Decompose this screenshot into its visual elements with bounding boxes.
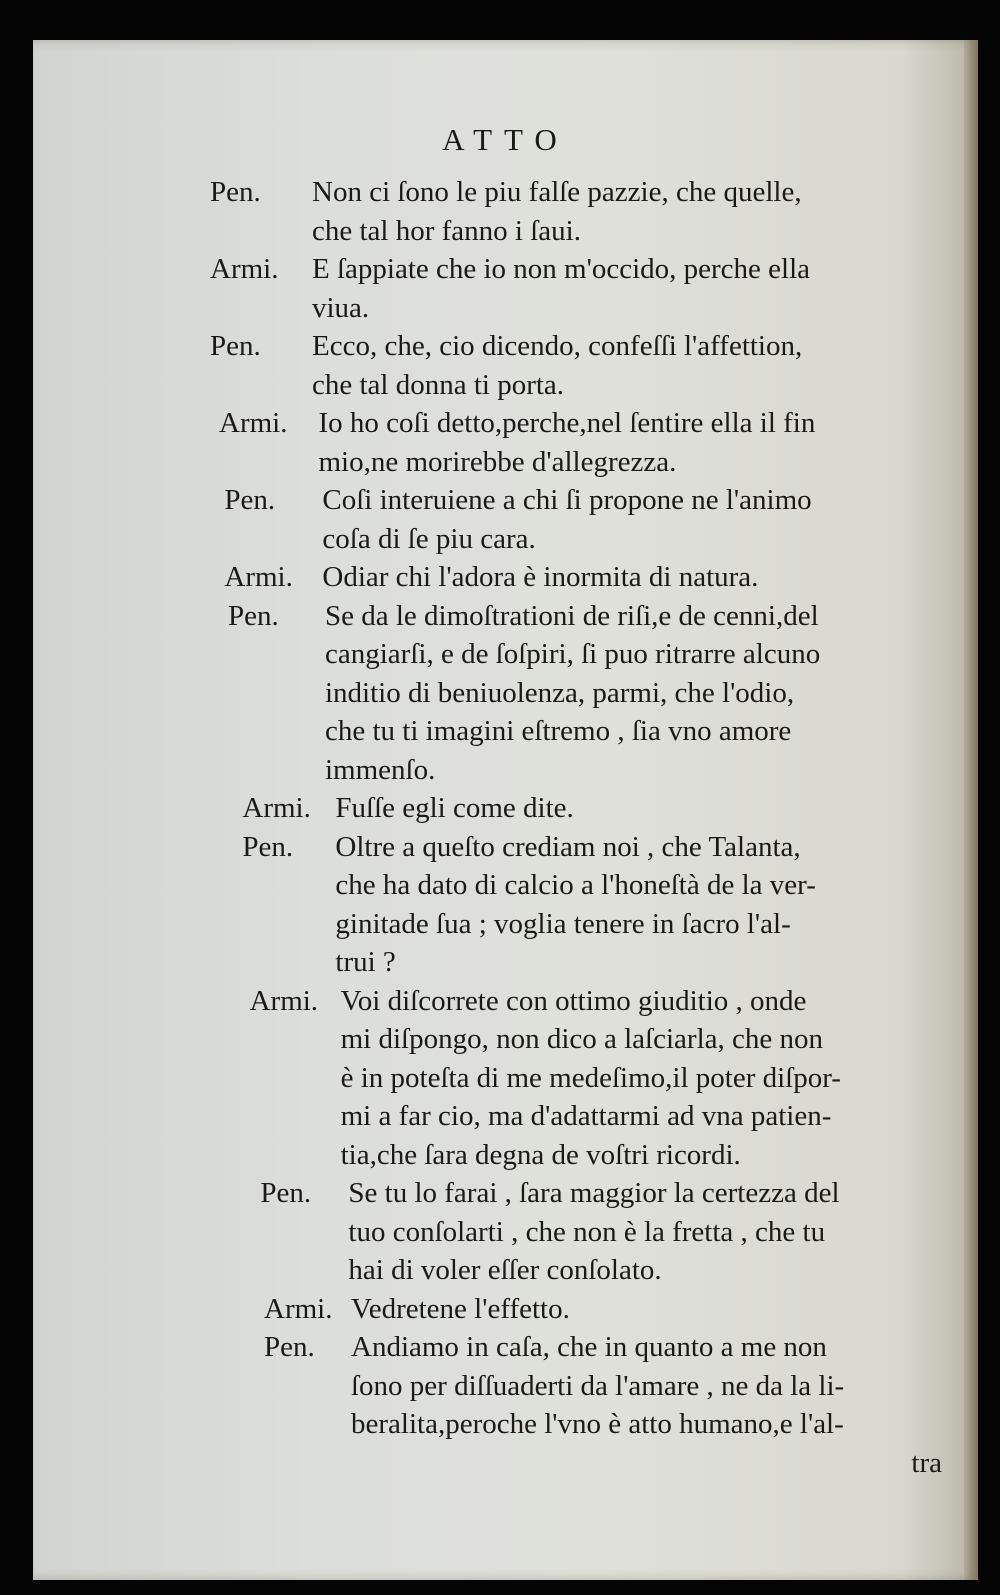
speech — [33, 327, 978, 404]
speech-line: E ſappiate che io non m'occido, perche ella — [312, 253, 811, 285]
speech-lines — [335, 828, 978, 982]
speaker-label: Armi. — [219, 407, 288, 439]
catchword: tra — [911, 1446, 942, 1479]
speaker-label: Armi. — [224, 561, 293, 593]
speech-line: Oltre a queſto crediam noi , che Talanta, — [335, 830, 801, 863]
speech — [33, 828, 978, 982]
speech-line: immenſo. — [325, 753, 436, 786]
speaker-label: Armi. — [264, 1292, 333, 1325]
speech-lines — [312, 173, 978, 250]
speech — [33, 481, 978, 558]
speech-line: Se tu lo farai , ſara maggior la certezza del — [348, 1177, 840, 1209]
speech — [33, 1290, 978, 1329]
speech-line: Voi diſcorrete con ottimo giuditio , onde — [340, 984, 807, 1017]
speech-lines — [351, 1290, 978, 1329]
speech-line: Ecco, che, cio dicendo, confeſſi l'affettion, — [312, 330, 803, 362]
speech-line: mi a far cio, ma d'adattarmi ad vna patien- — [340, 1100, 832, 1132]
speech-lines — [351, 1328, 978, 1444]
speech-line: Andiamo in caſa, che in quanto a me non — [351, 1331, 827, 1363]
speech-line: inditio di beniuolenza, parmi, che l'odio, — [325, 676, 795, 709]
speech — [33, 558, 978, 597]
speech-line: tuo conſolarti , che non è la fretta , che tu — [348, 1215, 826, 1248]
speech-line: Io ho coſi detto,perche,nel ſentire ella il fin — [318, 407, 816, 439]
speaker-label: Armi. — [249, 984, 319, 1017]
book-page — [33, 40, 978, 1580]
speech-lines — [322, 481, 978, 558]
speech-line: Vedretene l'effetto. — [351, 1292, 570, 1325]
speech-line: mio,ne morirebbe d'allegrezza. — [318, 445, 677, 478]
speech-line: cangiarſi, e de ſoſpiri, ſi puo ritrarre alcuno — [325, 638, 821, 670]
speech-lines — [312, 250, 978, 327]
speaker-label: Pen. — [210, 330, 261, 362]
speech — [33, 173, 978, 250]
speaker-label: Pen. — [210, 176, 261, 208]
speech-line: beralita,peroche l'vno è atto humano,e l'al- — [351, 1408, 844, 1440]
speech — [33, 404, 978, 481]
speech — [33, 250, 978, 327]
speech-line: viua. — [312, 291, 370, 324]
speech-line: hai di voler eſſer conſolato. — [348, 1254, 662, 1286]
speech-line: tia,che ſara degna de voſtri ricordi. — [340, 1138, 741, 1171]
speech-lines — [312, 327, 978, 404]
speech — [33, 982, 978, 1175]
speech-line: trui ? — [335, 946, 396, 978]
speaker-label: Pen. — [260, 1177, 312, 1209]
speech-line: che ha dato di calcio a l'honeſtà de la ver- — [335, 869, 816, 901]
speaker-label: Armi. — [242, 792, 311, 824]
speaker-label: Pen. — [242, 830, 294, 863]
speech-line: è in poteſta di me medeſimo,il poter diſpor- — [340, 1061, 841, 1094]
speech-lines — [319, 404, 979, 481]
speaker-label: Pen. — [264, 1331, 315, 1363]
speech-line: Se da le dimoſtrationi de riſi,e de cenni,del — [325, 599, 819, 632]
speech-lines — [341, 982, 978, 1175]
speech — [33, 789, 978, 828]
speech-lines — [348, 1174, 978, 1290]
speech-line: che tu ti imagini eſtremo , ſia vno amore — [325, 715, 792, 747]
speech-line: coſa di ſe piu cara. — [322, 522, 536, 555]
speaker-label: Armi. — [210, 253, 279, 285]
speech-line: mi diſpongo, non dico a laſciarla, che non — [340, 1023, 823, 1055]
speech — [33, 597, 978, 790]
dialogue-text — [33, 173, 978, 1482]
speech-lines — [335, 789, 978, 828]
speech-line: che tal hor fanno i ſaui. — [312, 214, 581, 247]
speech-line: Coſi interuiene a chi ſi propone ne l'animo — [322, 484, 812, 516]
speech-line: che tal donna ti porta. — [312, 368, 565, 401]
speech-line: Fuſſe egli come dite. — [335, 792, 574, 824]
speaker-label: Pen. — [228, 599, 279, 632]
speech-lines — [322, 558, 978, 597]
speech — [33, 1174, 978, 1290]
speech-line: Odiar chi l'adora è inormita di natura. — [322, 561, 759, 593]
running-head: ATTO — [442, 122, 569, 157]
speech-line: Non ci ſono le piu falſe pazzie, che quelle, — [312, 176, 802, 208]
speech-line: ſono per diſſuaderti da l'amare , ne da la li- — [351, 1369, 845, 1402]
speaker-label: Pen. — [224, 484, 276, 516]
speech-lines — [325, 597, 978, 790]
speech-line: ginitade ſua ; voglia tenere in ſacro l'al- — [335, 907, 791, 940]
speech — [33, 1328, 978, 1444]
